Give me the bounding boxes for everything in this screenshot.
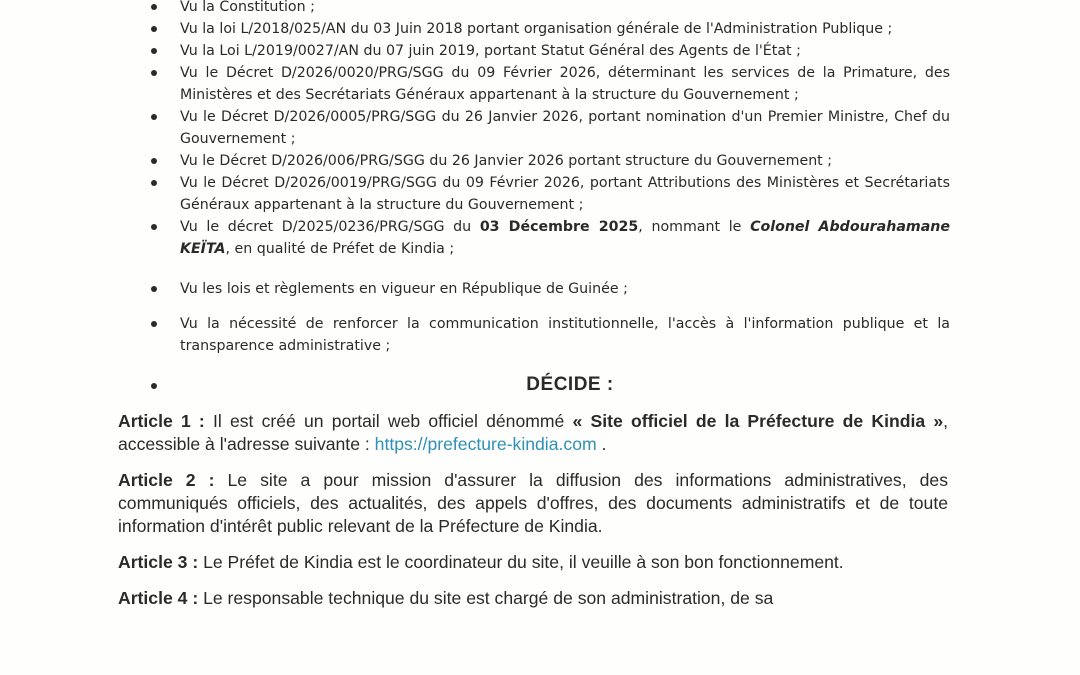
considerant-text: Vu le Décret D/2026/0005/PRG/SGG du 26 Janvier 2026, portant nomination d'un Premier Ministre, Chef du Gouvernement ; <box>180 109 950 147</box>
considerant-item <box>150 40 950 62</box>
decide-heading-row <box>150 372 950 398</box>
considerant-text: Vu le Décret D/2026/0019/PRG/SGG du 09 Février 2026, portant Attributions des Ministères et Secrétariats Généraux appartenant à la structure du Gouvernement ; <box>180 175 950 213</box>
article-2 <box>118 469 948 538</box>
article-4 <box>118 587 948 610</box>
considerant-text: Vu le décret D/2025/0236/PRG/SGG du <box>180 219 480 235</box>
considerant-text: Vu la loi L/2018/025/AN du 03 Juin 2018 portant organisation générale de l'Administration Publique ; <box>180 21 893 37</box>
considerant-item <box>150 172 950 216</box>
considerant-text: , nommant le <box>638 219 751 235</box>
articles-section <box>118 410 948 623</box>
considerant-text: Vu le Décret D/2026/0020/PRG/SGG du 09 Février 2026, déterminant les services de la Primature, des Ministères et des Secrétariats Généraux appartenant à la structure du Gouvernement ; <box>180 65 950 103</box>
article-text: , accessible à l'adresse suivante : <box>118 411 948 454</box>
portal-name: « Site officiel de la Préfecture de Kindia » <box>572 411 944 431</box>
considerant-text: Vu le Décret D/2026/006/PRG/SGG du 26 Janvier 2026 portant structure du Gouvernement ; <box>180 153 833 169</box>
considerant-item <box>150 0 950 18</box>
considerant-item <box>150 150 950 172</box>
article-text: Le Préfet de Kindia est le coordinateur du site, il veuille à son bon fonctionnement. <box>198 552 844 572</box>
article-text: Le responsable technique du site est chargé de son administration, de sa <box>198 588 774 608</box>
considerant-text: , en qualité de Préfet de Kindia ; <box>225 241 455 257</box>
article-label: Article 1 : <box>118 411 205 431</box>
considerants-list <box>150 0 950 357</box>
considerant-item <box>150 106 950 150</box>
considerant-item <box>150 18 950 40</box>
decree-date: 03 Décembre 2025 <box>479 219 639 235</box>
considerant-text: Vu les lois et règlements en vigueur en République de Guinée ; <box>180 281 628 297</box>
article-label: Article 3 : <box>118 552 199 572</box>
article-label: Article 4 : <box>118 588 199 608</box>
considerant-item <box>150 216 950 260</box>
article-3 <box>118 551 948 574</box>
article-text: Il est créé un portail web officiel dénommé <box>204 411 573 431</box>
considerant-text: Vu la Constitution ; <box>180 0 315 15</box>
website-link[interactable]: https://prefecture-kindia.com <box>374 434 597 454</box>
considerant-text: Vu la nécessité de renforcer la communication institutionnelle, l'accès à l'information publique et la transparence administrative ; <box>180 316 950 354</box>
considerant-text: Vu la Loi L/2019/0027/AN du 07 juin 2019, portant Statut Général des Agents de l'État ; <box>180 43 801 59</box>
article-text: Le site a pour mission d'assurer la diffusion des informations administratives, des communiqués officiels, des actualités, des appels d'offres, des documents administratifs et de toute information d'intérêt public relevant de la Préfecture de Kindia. <box>118 470 948 536</box>
considerant-item <box>150 278 950 300</box>
considerant-item <box>150 313 950 357</box>
considerant-item <box>150 62 950 106</box>
decide-title: DÉCIDE : <box>526 374 614 395</box>
article-text: . <box>596 434 607 454</box>
article-label: Article 2 : <box>118 470 215 490</box>
prefect-name: Colonel Abdourahamane KEÏTA <box>180 219 950 257</box>
article-1 <box>118 410 948 456</box>
